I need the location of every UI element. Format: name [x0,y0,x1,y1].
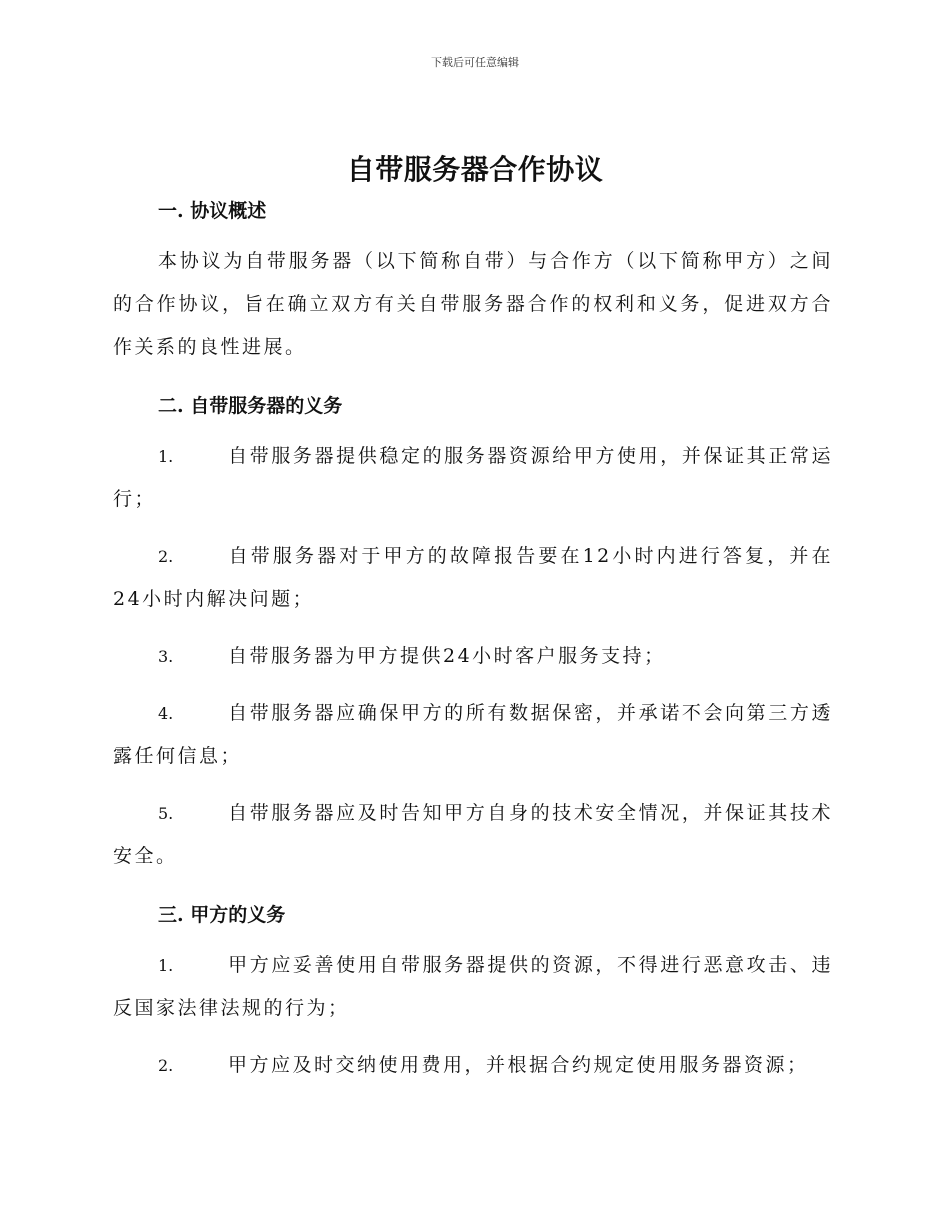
item-text: 自带服务器提供稳定的服务器资源给甲方使用，并保证其正常运行； [113,445,833,510]
document-title: 自带服务器合作协议 [346,153,604,186]
header-note: 下载后可任意编辑 [431,56,519,69]
item-number: 1. [158,447,174,466]
section-overview [113,196,833,369]
list-item [113,635,833,678]
list-item [113,435,833,521]
document-body [113,196,833,1087]
item-number: 3. [158,647,174,666]
item-text: 甲方应及时交纳使用费用，并根据合约规定使用服务器资源； [228,1054,809,1076]
section-paragraph: 本协议为自带服务器（以下简称自带）与合作方（以下简称甲方）之间的合作协议，旨在确立双方有关自带服务器合作的权利和义务，促进双方合作关系的良性进展。 [113,250,833,358]
list-item [113,535,833,621]
item-number: 4. [158,704,174,723]
item-text: 自带服务器对于甲方的故障报告要在12小时内进行答复，并在24小时内解决问题； [113,545,833,610]
item-text: 自带服务器应及时告知甲方自身的技术安全情况，并保证其技术安全。 [113,802,833,867]
item-number: 5. [158,804,174,823]
section-heading: 三. 甲方的义务 [158,904,286,926]
item-number: 2. [158,1056,174,1075]
item-number: 2. [158,547,174,566]
section-party-a-obligations [113,900,833,1087]
item-text: 甲方应妥善使用自带服务器提供的资源，不得进行恶意攻击、违反国家法律法规的行为； [113,954,833,1019]
list-item [113,1044,833,1087]
section-server-obligations [113,391,833,878]
section-heading: 一. 协议概述 [158,200,267,222]
item-text: 自带服务器为甲方提供24小时客户服务支持； [228,645,666,667]
item-text: 自带服务器应确保甲方的所有数据保密，并承诺不会向第三方透露任何信息； [113,702,833,767]
list-item [113,792,833,878]
section-heading: 二. 自带服务器的义务 [158,395,343,417]
item-number: 1. [158,956,174,975]
list-item [113,692,833,778]
list-item [113,944,833,1030]
